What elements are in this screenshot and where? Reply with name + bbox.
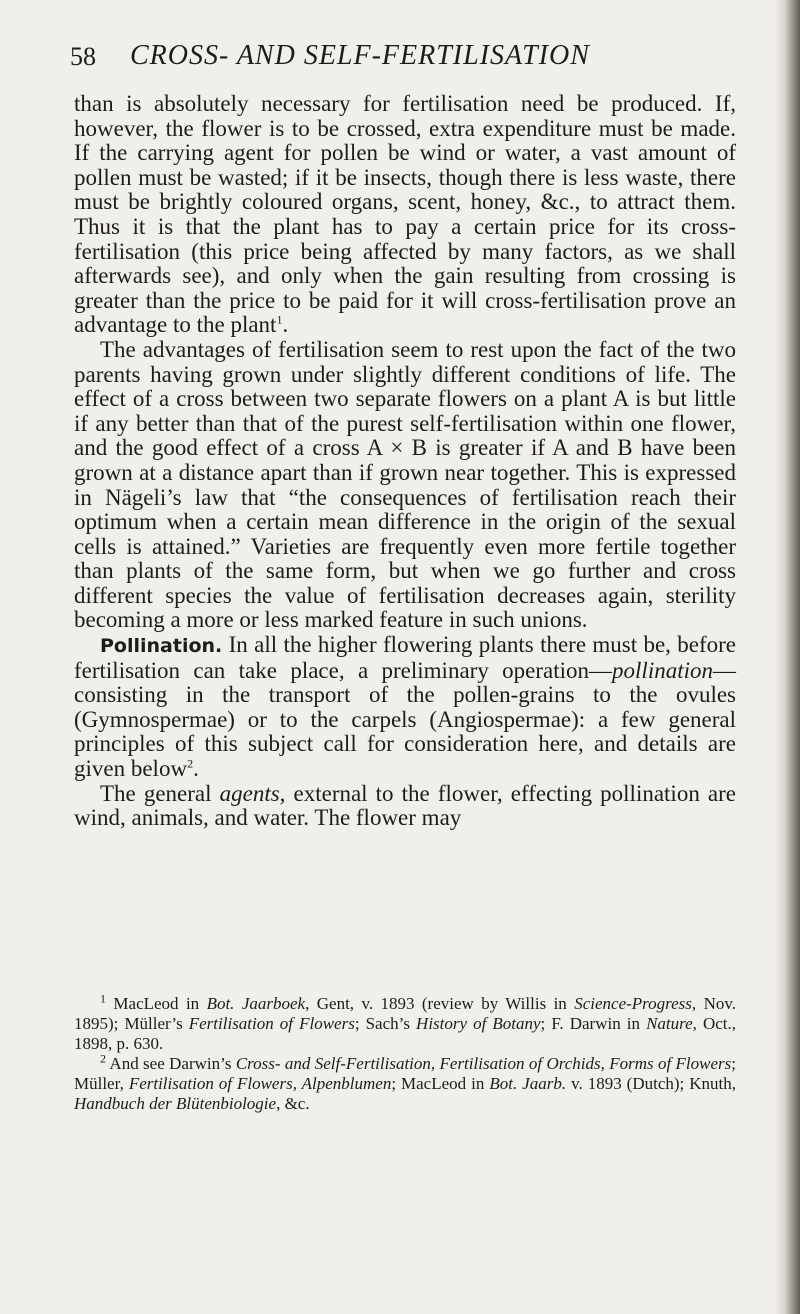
footnote-1-text: ; Sach’s — [354, 1014, 417, 1033]
footnote-ref-1: 1 — [276, 312, 283, 327]
paragraph-4-emphasis: agents — [219, 780, 280, 806]
page-edge-shadow — [774, 0, 800, 1314]
footnote-1-text: , Nov. 1895); Müller’s — [74, 994, 736, 1033]
section-heading-pollination: Pollination. — [100, 635, 223, 658]
footnote-2-title: Bot. Jaarb. — [489, 1074, 567, 1093]
footnote-2-text: ; MacLeod in — [391, 1074, 490, 1093]
footnote-1-mark: 1 — [100, 991, 106, 1006]
paragraph-1 — [74, 92, 736, 338]
paragraph-2: The advantages of fertilisation seem to rest upon the fact of the two parents having grown under slightly different conditions of life. The effect of a cross between two separate flowers on a plant A is but little if any better than that of the purest self-fertilisation within one flower, and the good effect of a cross A × B is greater if A and B have been grown at a distance apart than if grown near together. This is expressed in Nägeli’s law that “the consequences of fertilisation reach their optimum when a certain mean difference in the origin of the sexual cells is attained.” Varieties are frequently even more fertile together than plants of the same form, but when we go further and cross different species the value of fertilisation decreases again, sterility becoming a more or less marked feature in such unions. — [74, 336, 736, 633]
footnote-2 — [74, 1051, 736, 1114]
footnote-2-mark: 2 — [100, 1051, 106, 1066]
footnote-1-text: MacLeod in — [106, 994, 207, 1013]
paragraph-4-text-b: , external to the flower, effecting pollination are wind, animals, and water. The flower may — [74, 780, 736, 831]
running-head: CROSS- AND SELF-FERTILISATION — [130, 40, 590, 71]
footnote-ref-2: 2 — [187, 756, 194, 771]
footnote-2-text: , &c. — [276, 1094, 310, 1113]
paragraph-1-end: . — [282, 312, 289, 338]
footnote-1 — [74, 991, 737, 1054]
footnote-2-title: Cross- and Self-Fertilisation, Fertilisation of Orchids, Forms of Flowers — [235, 1054, 732, 1073]
footnote-1-text: ; F. Darwin in — [540, 1014, 647, 1033]
footnote-1-title: Nature — [646, 1014, 693, 1033]
paragraph-4 — [74, 782, 736, 831]
footnote-1-title: History of Botany — [416, 1014, 541, 1033]
footnote-2-title: Fertilisation of Flowers, Alpenblumen — [128, 1074, 392, 1093]
footnote-2-text: And see Darwin’s — [106, 1054, 236, 1073]
page-header — [70, 42, 730, 82]
paragraph-3-text-a: In all the higher flowering plants there must be, before fertilisation can take place, a preliminary operation— — [74, 632, 736, 683]
paragraph-1-text: than is absolutely necessary for fertilisation need be produced. If, however, the flower is to be crossed, extra expenditure must be made. If the carrying agent for pollen be wind or water, a vast amount of pollen must be wasted; if it be insects, though there is less waste, there must be brightly coloured organs, scent, honey, &c., to attract them. Thus it is that the plant has to pay a certain price for its cross-fertilisation (this price being affected by many factors, as we shall afterwards see), and only when the gain resulting from crossing is greater than the price to be paid for it will cross-fertilisation prove an advantage to the plant — [74, 91, 736, 338]
paragraph-3-text-b: —consisting in the transport of the pollen-grains to the ovules (Gymnospermae) or to the carpels (Angiospermae): a few general principles of this subject call for consideration here, and details are given below — [74, 657, 736, 782]
footnotes — [74, 991, 737, 1114]
paragraph-4-text-a: The general — [100, 780, 220, 806]
body-text — [74, 92, 736, 831]
footnote-1-text: , Oct., 1898, p. 630. — [74, 1014, 737, 1053]
footnote-1-title: Fertilisation of Flowers — [188, 1014, 355, 1033]
paragraph-3-emphasis: pollination — [612, 657, 713, 683]
page-number: 58 — [70, 42, 96, 71]
paragraph-3-end: . — [193, 756, 199, 782]
footnote-1-title: Science-Progress — [574, 994, 692, 1013]
paragraph-3 — [74, 633, 736, 782]
footnote-1-text: , Gent, v. 1893 (review by Willis in — [305, 994, 575, 1013]
footnote-2-text: v. 1893 (Dutch); Knuth, — [566, 1074, 736, 1093]
footnote-2-text: ; Müller, — [74, 1054, 736, 1093]
footnote-1-title: Bot. Jaarboek — [206, 994, 306, 1013]
footnote-2-title: Handbuch der Blütenbiologie — [74, 1094, 277, 1113]
